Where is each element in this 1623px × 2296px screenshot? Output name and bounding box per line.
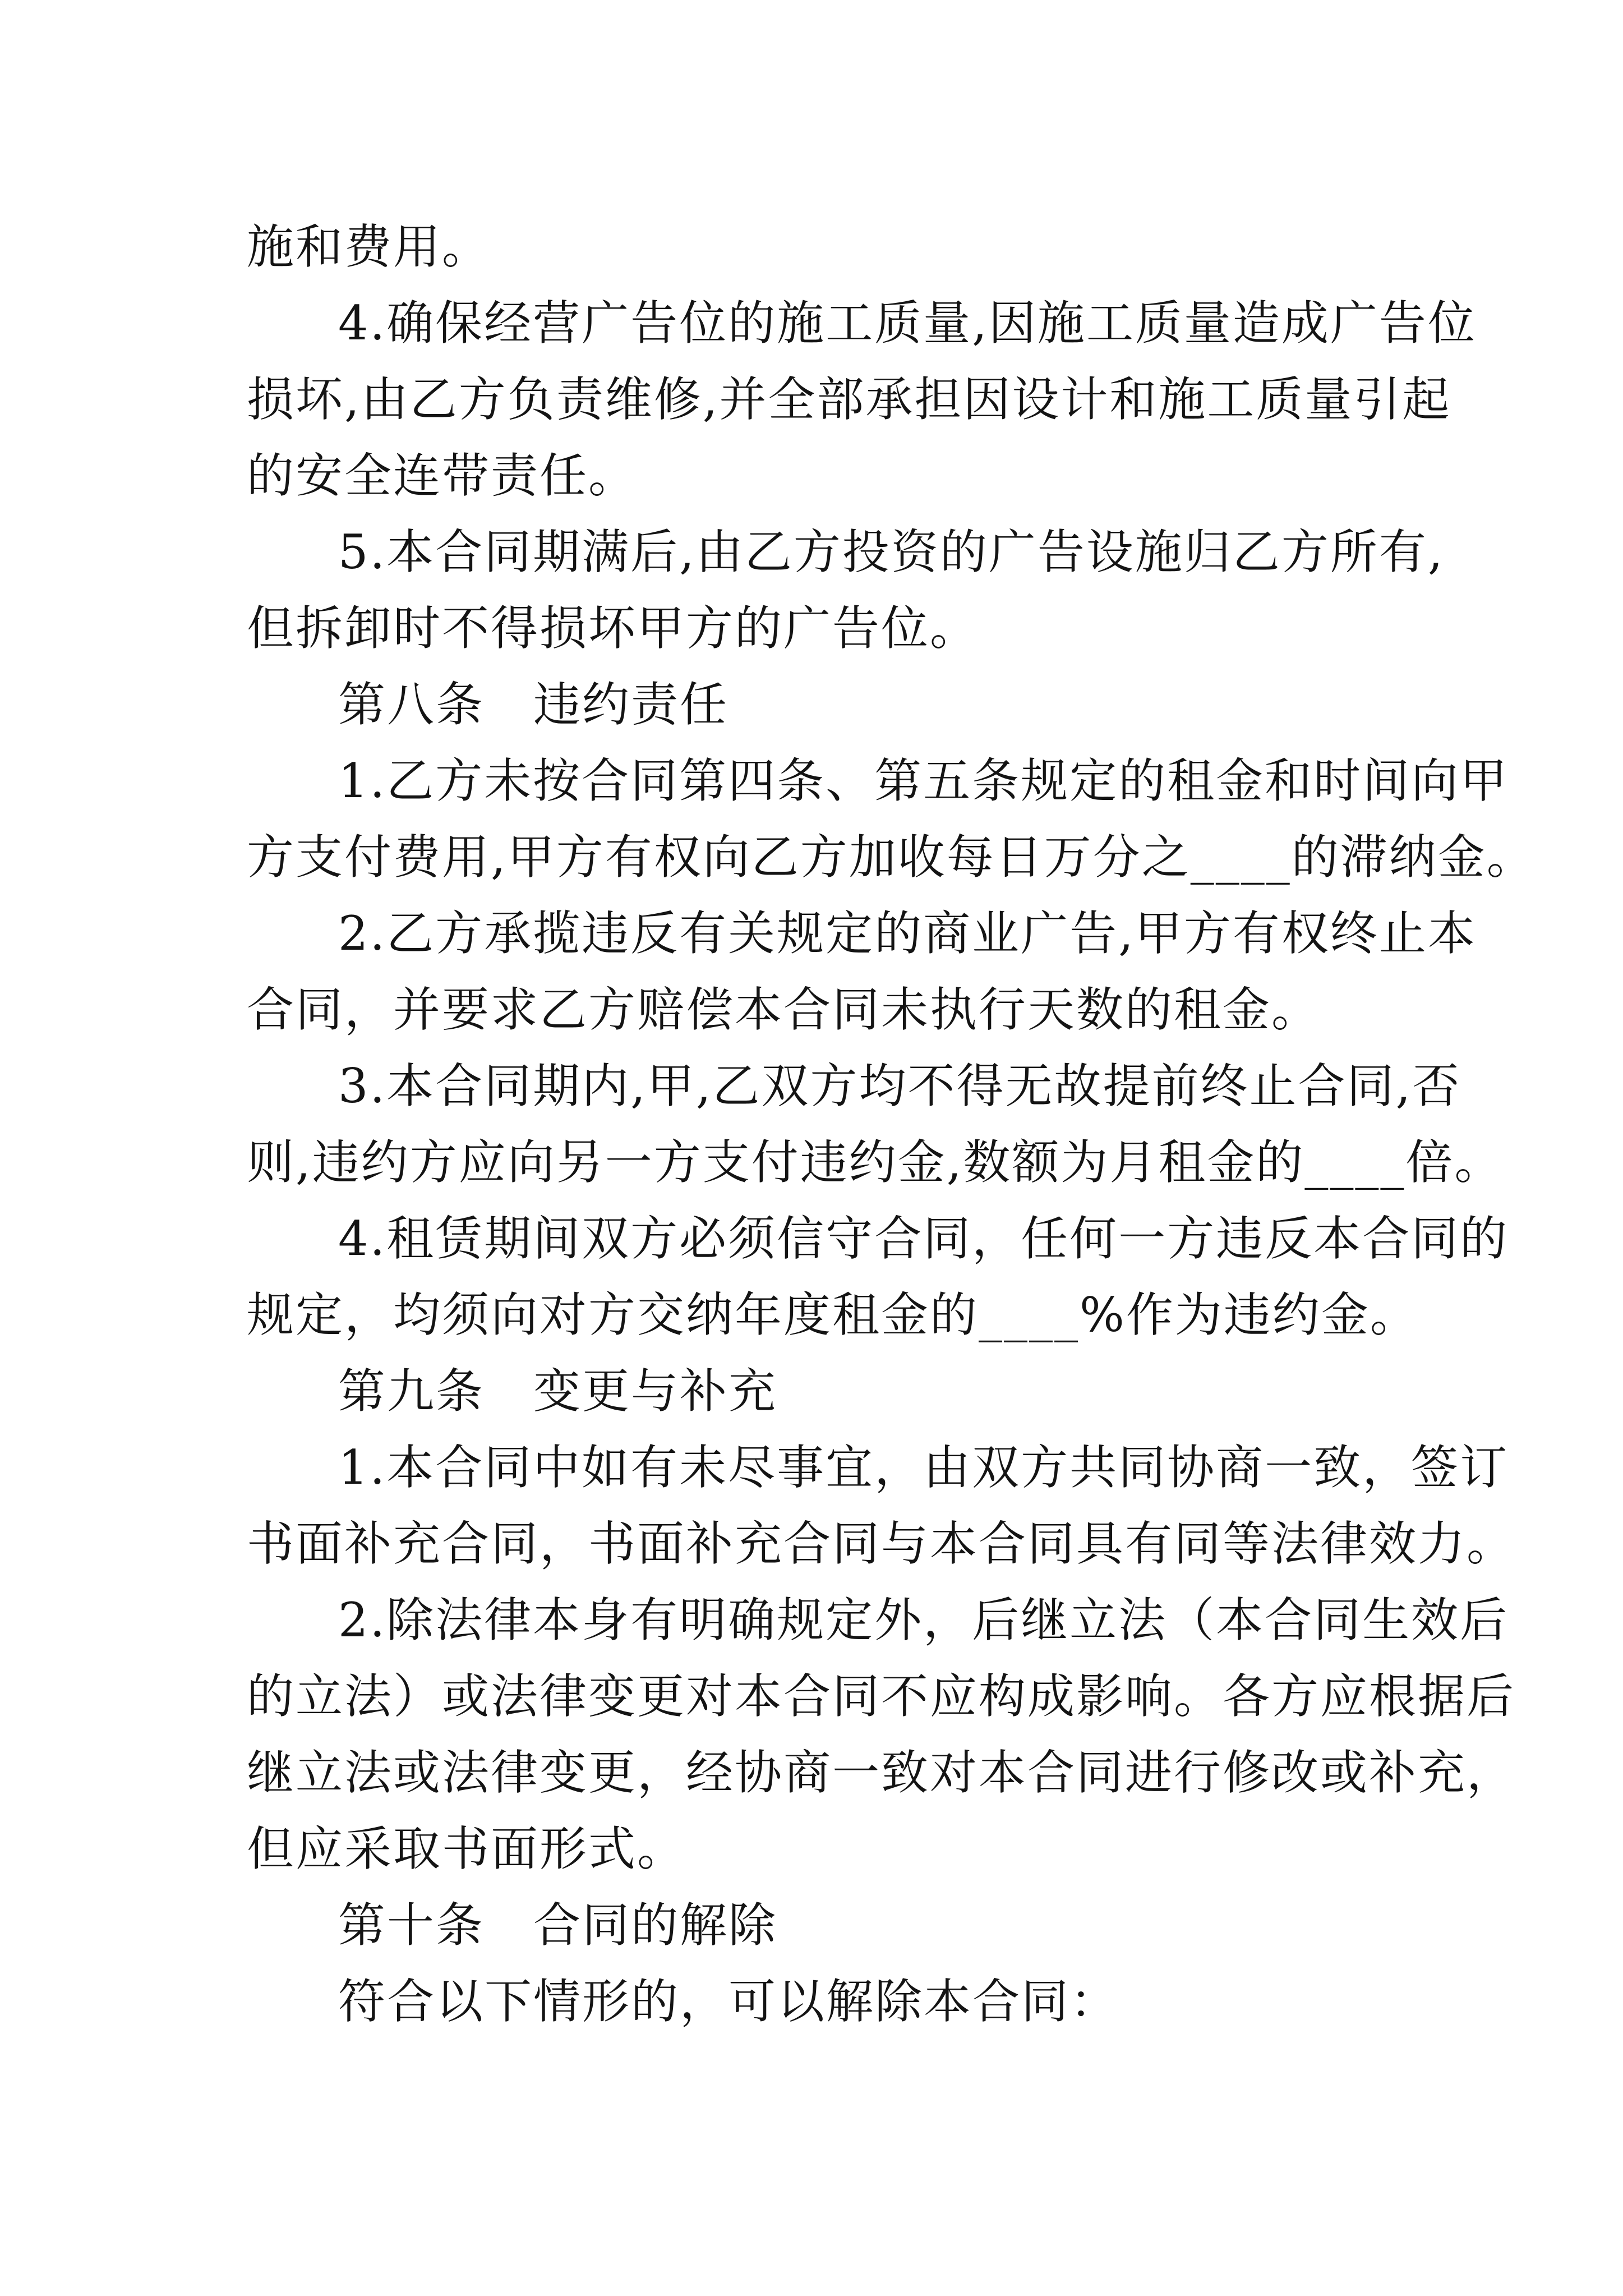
text-line-21: 继立法或法律变更，经协商一致对本合同进行修改或补充， bbox=[247, 1745, 1516, 1800]
text-line-15: 规定，均须向对方交纳年度租金的____%作为违约金。 bbox=[247, 1287, 1419, 1342]
text-line-9: 方支付费用,甲方有权向乙方加收每日万分之____的滞纳金。 bbox=[247, 830, 1536, 885]
text-line-24: 符合以下情形的，可以解除本合同： bbox=[338, 1974, 1119, 2029]
text-line-5: 5.本合同期满后,由乙方投资的广告设施归乙方所有, bbox=[338, 524, 1445, 579]
text-line-22: 但应采取书面形式。 bbox=[247, 1821, 686, 1876]
text-line-4: 的安全连带责任。 bbox=[247, 448, 638, 503]
text-line-14: 4.租赁期间双方必须信守合同，任何一方违反本合同的 bbox=[338, 1211, 1509, 1266]
article-9-heading: 第九条 变更与补充 bbox=[338, 1364, 778, 1419]
text-line-18: 书面补充合同，书面补充合同与本合同具有同等法律效力。 bbox=[247, 1516, 1516, 1571]
article-8-heading: 第八条 违约责任 bbox=[338, 677, 729, 732]
text-line-1: 施和费用。 bbox=[247, 219, 491, 274]
text-line-6: 但拆卸时不得损坏甲方的广告位。 bbox=[247, 601, 979, 656]
text-line-10: 2.乙方承揽违反有关规定的商业广告,甲方有权终止本 bbox=[338, 906, 1477, 961]
text-line-19: 2.除法律本身有明确规定外，后继立法（本合同生效后 bbox=[338, 1593, 1509, 1648]
contract-body bbox=[247, 209, 1536, 2040]
text-line-12: 3.本合同期内,甲,乙双方均不得无故提前终止合同,否 bbox=[338, 1059, 1461, 1114]
article-10-heading: 第十条 合同的解除 bbox=[338, 1898, 778, 1953]
text-line-8: 1.乙方未按合同第四条、第五条规定的租金和时间向甲 bbox=[338, 753, 1509, 808]
text-line-11: 合同，并要求乙方赔偿本合同未执行天数的租金。 bbox=[247, 982, 1321, 1037]
text-line-17: 1.本合同中如有未尽事宜，由双方共同协商一致，签订 bbox=[338, 1440, 1509, 1495]
text-line-13: 则,违约方应向另一方支付违约金,数额为月租金的____倍。 bbox=[247, 1135, 1504, 1190]
text-line-20: 的立法）或法律变更对本合同不应构成影响。各方应根据后 bbox=[247, 1669, 1516, 1724]
text-line-3: 损坏,由乙方负责维修,并全部承担因设计和施工质量引起 bbox=[247, 372, 1451, 427]
text-line-2: 4.确保经营广告位的施工质量,因施工质量造成广告位 bbox=[338, 296, 1477, 351]
